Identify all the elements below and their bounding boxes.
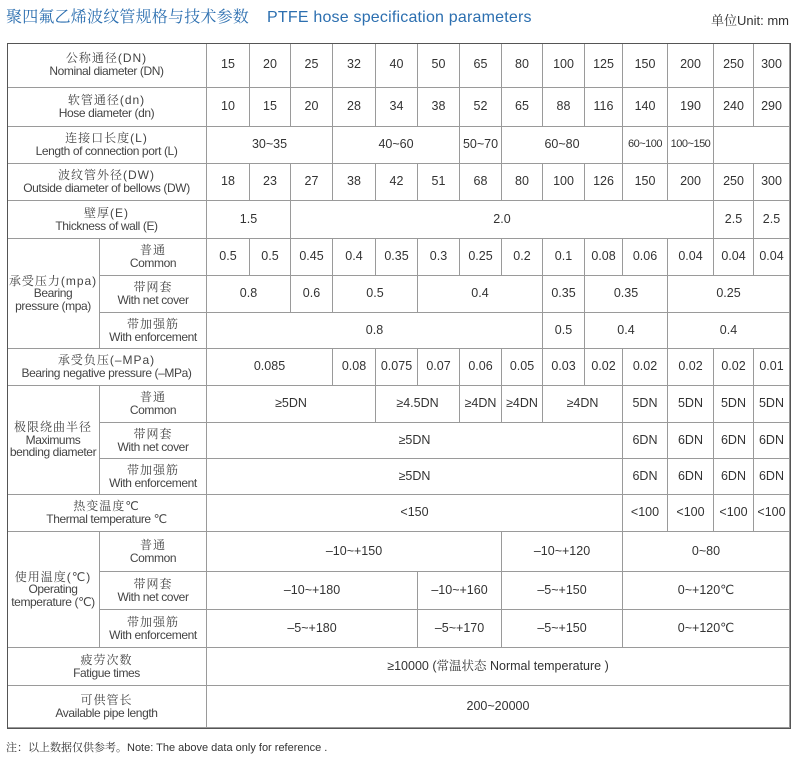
row-label-english: Nominal diameter (DN) xyxy=(49,64,164,78)
row-label xyxy=(7,164,207,201)
table-cell: 0~80 xyxy=(623,532,790,572)
table-cell: 300 xyxy=(754,43,790,88)
table-cell: 300 xyxy=(754,164,790,201)
table-cell: 125 xyxy=(585,43,623,88)
table-cell: 0.08 xyxy=(585,239,623,276)
row-label xyxy=(7,686,207,728)
row-label xyxy=(7,43,207,88)
row-label-chinese: 使用温度(℃) xyxy=(14,569,92,584)
row-label-chinese: 软管通径(dn) xyxy=(67,93,146,108)
row-label xyxy=(100,572,207,610)
row-label-english: Maximums xyxy=(25,432,81,447)
row-label xyxy=(100,386,207,423)
table-cell: 5DN xyxy=(668,386,714,423)
table-cell: 18 xyxy=(207,164,250,201)
row-label-english: Fatigue times xyxy=(73,665,140,680)
table-cell: 0.04 xyxy=(714,239,754,276)
table-cell: 0.02 xyxy=(623,349,668,386)
unit-label: 单位Unit: mm xyxy=(710,13,789,28)
table-cell: 0.2 xyxy=(502,239,543,276)
table-cell: 34 xyxy=(376,88,418,127)
table-cell: –5~+150 xyxy=(502,610,623,648)
row-label-english: Length of connection port (L) xyxy=(35,144,178,158)
table-cell: 6DN xyxy=(623,423,668,459)
row-label-english: pressure (mpa) xyxy=(15,298,91,313)
table-cell: 0.085 xyxy=(207,349,333,386)
row-label xyxy=(7,495,207,532)
table-cell: 38 xyxy=(333,164,376,201)
table-cell: 20 xyxy=(250,43,291,88)
table-cell: 42 xyxy=(376,164,418,201)
table-cell: 0.4 xyxy=(668,313,790,349)
table-cell: 6DN xyxy=(714,459,754,495)
table-cell: 68 xyxy=(460,164,502,201)
table-cell: 5DN xyxy=(623,386,668,423)
row-label-chinese: 波纹管外径(DW) xyxy=(58,168,155,183)
table-cell: 40~60 xyxy=(333,127,460,164)
row-label xyxy=(7,648,207,686)
table-cell: –10~+150 xyxy=(207,532,502,572)
table-cell: 51 xyxy=(418,164,460,201)
table-cell: 0.4 xyxy=(418,276,543,313)
table-cell: 65 xyxy=(460,43,502,88)
table-cell: ≥5DN xyxy=(207,386,376,423)
row-label-chinese: 普通 xyxy=(139,537,166,552)
table-cell: 0.45 xyxy=(291,239,333,276)
table-cell: 0.1 xyxy=(543,239,585,276)
table-cell: 150 xyxy=(623,43,668,88)
row-label-chinese: 疲劳次数 xyxy=(80,652,133,667)
title-english: PTFE hose specification parameters xyxy=(267,9,532,26)
table-cell: –5~+170 xyxy=(418,610,502,648)
table-cell: 23 xyxy=(250,164,291,201)
row-label xyxy=(100,459,207,495)
row-label xyxy=(100,276,207,313)
table-cell: 290 xyxy=(754,88,790,127)
row-label-english: Common xyxy=(129,256,177,270)
row-label-english: Operating xyxy=(28,582,78,597)
table-cell xyxy=(714,127,790,164)
row-label xyxy=(7,88,207,127)
row-label-english: Hose diameter (dn) xyxy=(58,106,155,120)
table-cell: 60~80 xyxy=(502,127,623,164)
table-cell: 52 xyxy=(460,88,502,127)
table-cell: 15 xyxy=(250,88,291,127)
row-label-english: Thermal temperature ℃ xyxy=(46,512,167,526)
table-cell: 0.4 xyxy=(585,313,668,349)
row-label-chinese: 极限绕曲半径 xyxy=(13,420,92,435)
row-label-english: With enforcement xyxy=(109,627,197,642)
table-cell: 200~20000 xyxy=(207,686,790,728)
table-cell: 0~+120℃ xyxy=(623,572,790,610)
table-cell: 0.02 xyxy=(585,349,623,386)
row-label-chinese: 热变温度℃ xyxy=(73,499,140,514)
table-cell: 6DN xyxy=(623,459,668,495)
table-cell: 6DN xyxy=(668,423,714,459)
row-label xyxy=(7,349,207,386)
table-cell: 38 xyxy=(418,88,460,127)
table-cell: 0.5 xyxy=(543,313,585,349)
table-cell: ≥4.5DN xyxy=(376,386,460,423)
table-cell: ≥10000 (常温状态 Normal temperature ) xyxy=(207,648,790,686)
table-cell: 0.25 xyxy=(668,276,790,313)
row-label-english: With net cover xyxy=(117,589,189,604)
table-cell: 0.35 xyxy=(543,276,585,313)
table-cell: 20 xyxy=(291,88,333,127)
row-label xyxy=(7,532,100,648)
table-cell: 1.5 xyxy=(207,201,291,239)
table-cell: ≥5DN xyxy=(207,423,623,459)
table-cell: –10~+180 xyxy=(207,572,418,610)
table-cell: ≥4DN xyxy=(502,386,543,423)
row-label-english: With net cover xyxy=(117,293,189,307)
table-cell: 50~70 xyxy=(460,127,502,164)
table-cell: 80 xyxy=(502,164,543,201)
footnote: 注：以上数据仅供参考。Note: The above data only for reference . xyxy=(6,742,328,754)
row-label xyxy=(7,127,207,164)
table-cell: <100 xyxy=(623,495,668,532)
table-cell: 0.8 xyxy=(207,313,543,349)
table-cell: 5DN xyxy=(714,386,754,423)
row-label-chinese: 带加强筋 xyxy=(126,316,179,331)
row-label xyxy=(100,313,207,349)
table-cell: 40 xyxy=(376,43,418,88)
row-label-english: temperature (℃) xyxy=(11,594,95,609)
table-cell: 65 xyxy=(502,88,543,127)
row-label-chinese: 带网套 xyxy=(133,576,173,591)
table-cell: 2.5 xyxy=(714,201,754,239)
row-label-chinese: 可供管长 xyxy=(80,692,133,707)
table-cell: 10 xyxy=(207,88,250,127)
row-label-chinese: 普通 xyxy=(139,390,166,405)
row-label-english: With net cover xyxy=(117,439,189,454)
table-cell: 0.4 xyxy=(333,239,376,276)
table-cell: 250 xyxy=(714,164,754,201)
row-label xyxy=(100,423,207,459)
table-cell: 250 xyxy=(714,43,754,88)
table-cell: 0.5 xyxy=(250,239,291,276)
table-cell: –10~+160 xyxy=(418,572,502,610)
table-cell: <100 xyxy=(754,495,790,532)
table-cell: 0.05 xyxy=(502,349,543,386)
row-label-english: Bearing xyxy=(33,286,73,301)
row-label-english: Available pipe length xyxy=(55,705,158,720)
table-cell: 116 xyxy=(585,88,623,127)
table-cell: ≥5DN xyxy=(207,459,623,495)
row-label xyxy=(7,239,100,349)
table-cell: 0.6 xyxy=(291,276,333,313)
table-cell: 0.35 xyxy=(585,276,668,313)
table-cell: 0.35 xyxy=(376,239,418,276)
table-cell: 60~100 xyxy=(623,127,668,164)
table-cell: ≥4DN xyxy=(543,386,623,423)
table-cell: <100 xyxy=(668,495,714,532)
row-label-chinese: 带加强筋 xyxy=(126,462,179,477)
row-label-english: Common xyxy=(129,550,177,565)
row-label-english: With enforcement xyxy=(109,329,197,344)
table-cell: 200 xyxy=(668,164,714,201)
row-label-chinese: 承受压力(mpa) xyxy=(8,273,98,288)
title-chinese: 聚四氟乙烯波纹管规格与技术参数 xyxy=(6,9,250,26)
table-cell: 6DN xyxy=(754,423,790,459)
table-cell: 2.5 xyxy=(754,201,790,239)
table-cell: –5~+180 xyxy=(207,610,418,648)
table-cell: 0.25 xyxy=(460,239,502,276)
table-cell: 0.3 xyxy=(418,239,460,276)
table-cell: 5DN xyxy=(754,386,790,423)
table-cell: 140 xyxy=(623,88,668,127)
table-cell: 0.06 xyxy=(460,349,502,386)
row-label xyxy=(7,201,207,239)
table-cell: 0.04 xyxy=(668,239,714,276)
table-cell: <150 xyxy=(207,495,623,532)
table-cell: 15 xyxy=(207,43,250,88)
row-label-chinese: 承受负压(–MPa) xyxy=(57,353,156,368)
table-cell: <100 xyxy=(714,495,754,532)
row-label xyxy=(100,610,207,648)
table-cell: 100~150 xyxy=(668,127,714,164)
table-cell: 240 xyxy=(714,88,754,127)
table-cell: 190 xyxy=(668,88,714,127)
row-label-english: Bearing negative pressure (–MPa) xyxy=(21,366,192,380)
table-cell: –10~+120 xyxy=(502,532,623,572)
row-label-chinese: 公称通径(DN) xyxy=(65,51,148,66)
table-cell: 0.8 xyxy=(207,276,291,313)
table-cell: 80 xyxy=(502,43,543,88)
row-label-english: Thickness of wall (E) xyxy=(55,218,158,233)
table-cell: 0.5 xyxy=(207,239,250,276)
table-cell: 100 xyxy=(543,43,585,88)
table-cell: ≥4DN xyxy=(460,386,502,423)
table-cell: 0.08 xyxy=(333,349,376,386)
table-cell: 0.02 xyxy=(668,349,714,386)
table-cell: 6DN xyxy=(668,459,714,495)
table-cell: 126 xyxy=(585,164,623,201)
table-cell: –5~+150 xyxy=(502,572,623,610)
table-cell: 2.0 xyxy=(291,201,714,239)
table-cell: 100 xyxy=(543,164,585,201)
table-cell: 0.03 xyxy=(543,349,585,386)
row-label-chinese: 壁厚(E) xyxy=(84,205,129,220)
table-cell: 6DN xyxy=(754,459,790,495)
table-cell: 6DN xyxy=(714,423,754,459)
table-cell: 28 xyxy=(333,88,376,127)
row-label-chinese: 带加强筋 xyxy=(126,614,179,629)
table-cell: 150 xyxy=(623,164,668,201)
table-cell: 0.01 xyxy=(754,349,790,386)
row-label-chinese: 带网套 xyxy=(133,280,173,295)
table-cell: 0.06 xyxy=(623,239,668,276)
row-label-chinese: 普通 xyxy=(139,243,166,258)
row-label-english: With enforcement xyxy=(109,475,197,490)
table-cell: 50 xyxy=(418,43,460,88)
row-label-chinese: 连接口长度(L) xyxy=(65,131,148,146)
table-cell: 30~35 xyxy=(207,127,333,164)
row-label xyxy=(100,239,207,276)
table-cell: 0.07 xyxy=(418,349,460,386)
table-cell: 0~+120℃ xyxy=(623,610,790,648)
row-label-chinese: 带网套 xyxy=(133,426,173,441)
table-cell: 32 xyxy=(333,43,376,88)
table-cell: 200 xyxy=(668,43,714,88)
table-cell: 0.5 xyxy=(333,276,418,313)
table-cell: 0.02 xyxy=(714,349,754,386)
row-label xyxy=(100,532,207,572)
row-label-english: Common xyxy=(129,403,177,417)
table-cell: 0.04 xyxy=(754,239,790,276)
table-cell: 0.075 xyxy=(376,349,418,386)
table-cell: 25 xyxy=(291,43,333,88)
table-cell: 27 xyxy=(291,164,333,201)
table-cell: 88 xyxy=(543,88,585,127)
row-label-english: Outside diameter of bellows (DW) xyxy=(23,181,190,195)
row-label xyxy=(7,386,100,495)
row-label-english: bending diameter xyxy=(9,445,97,460)
